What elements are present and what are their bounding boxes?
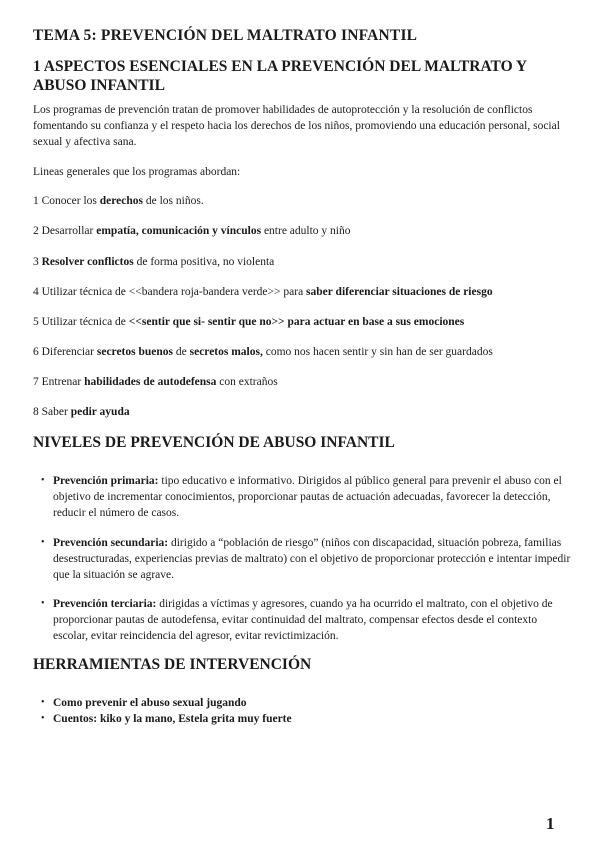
guideline-item-2: 2 Desarrollar empatía, comunicación y vínculos entre adulto y niño [33,225,351,237]
section2-heading: NIVELES DE PREVENCIÓN DE ABUSO INFANTIL [33,434,395,451]
guideline-item-3: 3 Resolver conflictos de forma positiva, no violenta [33,256,275,268]
section1-intro: Los programas de prevención tratan de promover habilidades de autoprotección y la resolución de conflictos fomentando su confianza y el respeto hacia los derechos de los niños, promoviendo una educación personal, social sexual y afectiva sana. [33,104,560,148]
page-number: 1 [546,814,555,833]
prevention-level-primary: • Prevención primaria: tipo educativo e informativo. Dirigidos al público general para prevenir el abuso con el objetivo de incrementar conocimientos, proporcionar pautas de actuación adecuadas, favorecer la detección, reducir el número de casos. [41,473,573,521]
prevention-level-secondary: • Prevención secundaria: dirigido a “población de riesgo” (niños con discapacidad, situación pobreza, familias desestructuradas, experiencias previas de maltrato) con el objetivo de proporcionar protección e intentar impedir que la situación se agrave. [41,535,573,583]
tool-item-2: • Cuentos: kiko y la mano, Estela grita muy fuerte [41,711,573,727]
guideline-item-7: 7 Entrenar habilidades de autodefensa con extraños [33,376,278,388]
document-title: TEMA 5: PREVENCIÓN DEL MALTRATO INFANTIL [33,27,418,44]
guideline-item-6: 6 Diferenciar secretos buenos de secretos malos, como nos hacen sentir y sin han de ser guardados [33,346,493,358]
section1-lead: Lineas generales que los programas abordan: [33,166,241,178]
section1-heading: 1 ASPECTOS ESENCIALES EN LA PREVENCIÓN DEL MALTRATO Y ABUSO INFANTIL [33,58,527,94]
tool-item-1: • Como prevenir el abuso sexual jugando [41,695,573,711]
prevention-level-tertiary: • Prevención terciaria: dirigidas a víctimas y agresores, cuando ya ha ocurrido el maltrato, con el objetivo de proporcionar pautas de autodefensa, evitar continuidad del maltrato, compensar efectos desde el contexto escolar, evitar reincidencia del agresor, evitar revictimización. [41,596,573,644]
section3-heading: HERRAMIENTAS DE INTERVENCIÓN [33,656,312,673]
guideline-item-1: 1 Conocer los derechos de los niños. [33,195,204,207]
guideline-item-5: 5 Utilizar técnica de <<sentir que si- sentir que no>> para actuar en base a sus emociones [33,316,465,328]
guideline-item-4: 4 Utilizar técnica de <<bandera roja-bandera verde>> para saber diferenciar situaciones de riesgo [33,286,493,298]
guideline-item-8: 8 Saber pedir ayuda [33,406,130,418]
